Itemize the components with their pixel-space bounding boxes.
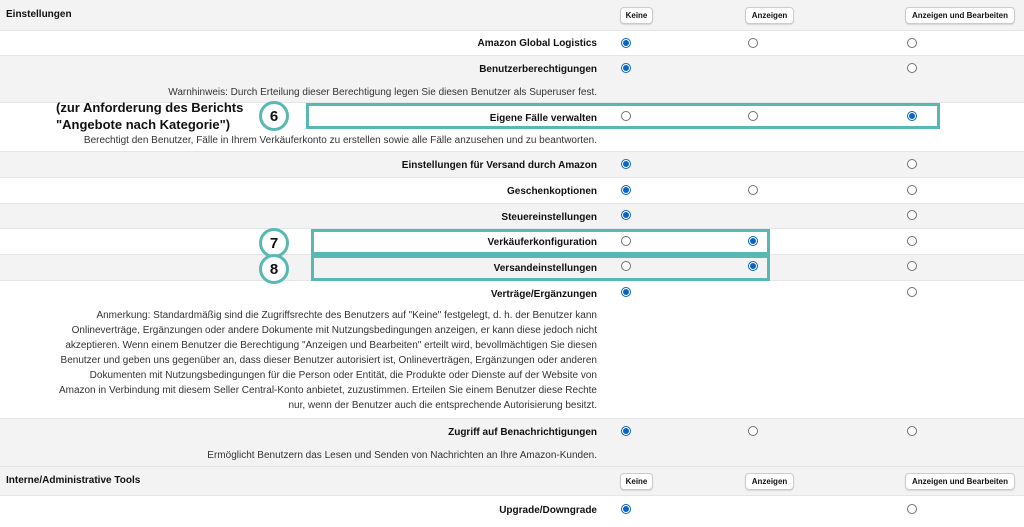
permission-label: Zugriff auf Benachrichtigungen	[448, 427, 597, 438]
permission-label: Versandeinstellungen	[493, 263, 597, 274]
permission-row-vertraege	[0, 281, 1024, 419]
radio-keine[interactable]	[621, 287, 631, 297]
permission-row-upgrade	[0, 496, 1024, 527]
radio-anzeigen[interactable]	[748, 426, 758, 436]
permission-label: Benutzerberechtigungen	[479, 64, 597, 75]
header-keine-button[interactable]: Keine	[620, 7, 653, 24]
radio-anzeigen-bearbeiten[interactable]	[907, 210, 917, 220]
highlight-box-verkaeuferkonfiguration	[311, 229, 770, 255]
radio-anzeigen-bearbeiten[interactable]	[907, 426, 917, 436]
header-anzeigen-bearbeiten-button[interactable]: Anzeigen und Bearbeiten	[905, 7, 1015, 24]
radio-anzeigen-bearbeiten[interactable]	[907, 185, 917, 195]
radio-keine[interactable]	[621, 63, 631, 73]
permission-label: Upgrade/Downgrade	[499, 505, 597, 516]
radio-keine[interactable]	[621, 504, 631, 514]
permission-label: Verkäuferkonfiguration	[487, 237, 597, 248]
section-title: Einstellungen	[6, 9, 72, 20]
radio-anzeigen-bearbeiten[interactable]	[907, 287, 917, 297]
permission-row-fba	[0, 152, 1024, 178]
annotation-badge-7: 7	[259, 228, 289, 258]
annotation-badge-6: 6	[259, 101, 289, 131]
annotation-badge-8: 8	[259, 254, 289, 284]
radio-keine[interactable]	[621, 426, 631, 436]
annotation-note-6: (zur Anforderung des Berichts "Angebote nach Kategorie")	[56, 100, 244, 132]
section-header-einstellungen	[0, 0, 1024, 31]
radio-anzeigen-bearbeiten[interactable]	[907, 63, 917, 73]
permission-row-benachrichtigungen	[0, 419, 1024, 467]
header-anzeigen-button[interactable]: Anzeigen	[745, 473, 794, 490]
header-keine-button[interactable]: Keine	[620, 473, 653, 490]
permission-label: Amazon Global Logistics	[477, 38, 597, 49]
permission-description: Ermöglicht Benutzern das Lesen und Senden von Nachrichten an Ihre Amazon-Kunden.	[207, 450, 597, 461]
section-title: Interne/Administrative Tools	[6, 475, 141, 486]
permission-label: Steuereinstellungen	[501, 212, 597, 223]
permission-label: Einstellungen für Versand durch Amazon	[401, 160, 597, 171]
radio-keine[interactable]	[621, 38, 631, 48]
radio-anzeigen-bearbeiten[interactable]	[907, 38, 917, 48]
permission-row-geschenkoptionen	[0, 178, 1024, 204]
radio-keine[interactable]	[621, 159, 631, 169]
radio-anzeigen[interactable]	[748, 38, 758, 48]
warning-text: Warnhinweis: Durch Erteilung dieser Berechtigung legen Sie diesen Benutzer als Superuser fest.	[168, 87, 597, 98]
permission-row-steuereinstellungen	[0, 204, 1024, 229]
radio-keine[interactable]	[621, 210, 631, 220]
header-anzeigen-button[interactable]: Anzeigen	[745, 7, 794, 24]
permission-row-global-logistics	[0, 31, 1024, 56]
permission-label: Verträge/Ergänzungen	[490, 289, 597, 300]
permission-description: Berechtigt den Benutzer, Fälle in Ihrem Verkäuferkonto zu erstellen sowie alle Fälle anzusehen und zu beantworten.	[83, 135, 597, 146]
permission-label: Geschenkoptionen	[506, 186, 597, 197]
radio-anzeigen-bearbeiten[interactable]	[907, 504, 917, 514]
radio-anzeigen-bearbeiten[interactable]	[907, 236, 917, 246]
highlight-box-versandeinstellungen	[311, 255, 770, 281]
permission-label: Eigene Fälle verwalten	[489, 113, 597, 124]
radio-anzeigen-bearbeiten[interactable]	[907, 159, 917, 169]
radio-anzeigen-bearbeiten[interactable]	[907, 261, 917, 271]
permission-row-benutzerberechtigungen	[0, 56, 1024, 103]
radio-anzeigen[interactable]	[748, 185, 758, 195]
header-anzeigen-bearbeiten-button[interactable]: Anzeigen und Bearbeiten	[905, 473, 1015, 490]
section-header-interne-tools	[0, 467, 1024, 496]
contract-note: Anmerkung: Standardmäßig sind die Zugriffsrechte des Benutzers auf "Keine" festgelegt, d. h. der Benutzer kann Onlineverträge, Ergänzungen oder andere Dokumente mit Nutzungsbedingungen anzeigen, er kann diese jedoch nicht akzeptieren. Wenn einem Benutzer die Berechtigung "Anzeigen und Bearbeiten" erteilt wird, bevollmächtigen Sie diesen Benutzer und geben uns gegenüber an, dass dieser Benutzer autorisiert ist, Onlineverträgen, Ergänzungen oder anderen Dokumenten mit Nutzungsbedingungen für die Person oder Entität, die Produkte oder Dienste auf der Website von Amazon in Verbindung mit diesem Seller Central-Konto anbietet, zuzustimmen. Erteilen Sie einem Benutzer diese Rechte nur, wenn der Benutzer auch die entsprechende Autorisierung besitzt.	[58, 310, 597, 411]
radio-keine[interactable]	[621, 185, 631, 195]
highlight-box-eigene-faelle	[306, 103, 940, 129]
